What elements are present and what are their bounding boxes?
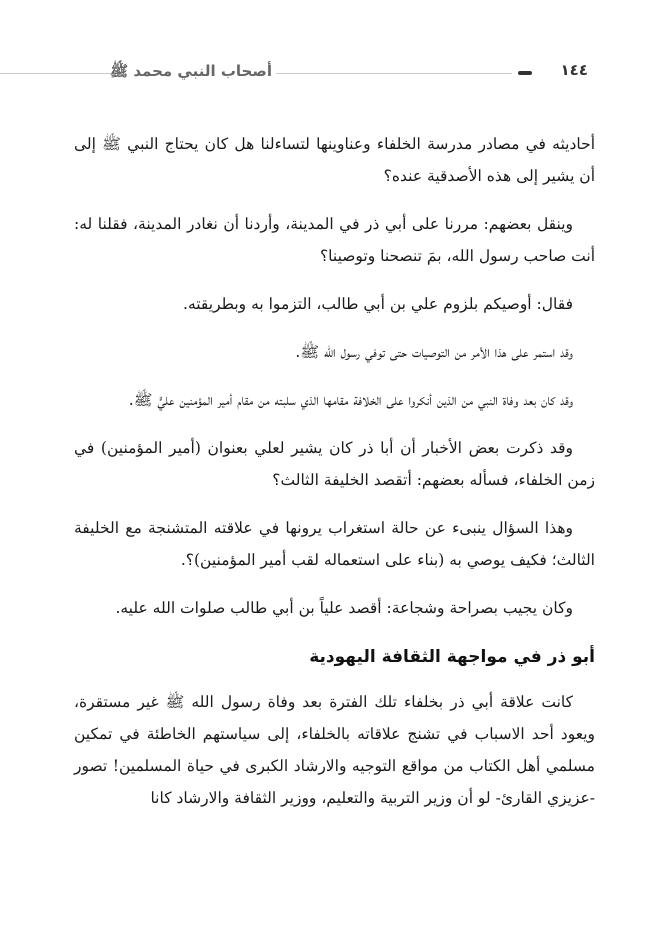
paragraph: وقد كان بعد وفاة النبي من الذين أنكروا على الخلافة مقامها الذي سلبته من مقام أمير المؤمنين عليٍّ ﷺ.	[128, 391, 573, 409]
running-title: أصحاب النبي محمد ﷺ	[110, 62, 272, 80]
header-rule-middle	[276, 73, 512, 74]
paragraph: وكان يجيب بصراحة وشجاعة: أقصد علياً بن أبي طالب صلوات الله عليه.	[115, 599, 573, 617]
paragraph: فقال: أوصيكم بلزوم علي بن أبي طالب، التزموا به وبطريقته.	[183, 295, 573, 313]
paragraph: وقد ذكرت بعض الأخبار أن أبا ذر كان يشير لعلي بعنوان (أمير المؤمنين) في زمن الخلفاء، فسأله بعضهم: أتقصد الخليفة الثالث؟	[74, 439, 595, 489]
section-heading: أبو ذر في مواجهة الثقافة اليهودية	[309, 647, 595, 667]
paragraph-continuation: أحاديثه في مصادر مدرسة الخلفاء وعناوينها لتساءلنا هل كان يحتاج النبي ﷺ إلى أن يشير إلى هذه الأصدقية عنده؟	[74, 135, 595, 185]
paragraph: وينقل بعضهم: مررنا على أبي ذر في المدينة، وأردنا أن نغادر المدينة، فقلنا له: أنت صاحب رسول الله، بمَ تنصحنا وتوصينا؟	[74, 215, 595, 265]
paragraph: وهذا السؤال ينبىء عن حالة استغراب يرونها في علاقته المتشنجة مع الخليفة الثالث؛ فكيف يوصي به (بناء على استعماله لقب أمير المؤمنين)؟.	[74, 519, 595, 569]
paragraph: وقد استمر على هذا الأمر من التوصيات حتى توفي رسول الله ﷺ.	[295, 343, 573, 361]
page-header	[0, 58, 669, 88]
paragraph: كانت علاقة أبي ذر بخلفاء تلك الفترة بعد وفاة رسول الله ﷺ غير مستقرة، ويعود أحد الاسباب في تشنج علاقاته بالخلفاء، إلى سياستهم الخاطئة في تمكين مسلمي أهل الكتاب من مواقع التوجيه والارشاد الكبرى في حياة المسلمين! تصور -عزيزي القارئ- لو أن وزير التربية والتعليم، ووزير الثقافة والارشاد كانا	[74, 693, 595, 807]
page-body	[74, 128, 595, 830]
page-number: ١٤٤	[560, 61, 588, 79]
header-rule-left	[0, 73, 122, 74]
header-dash-ornament	[518, 71, 532, 75]
